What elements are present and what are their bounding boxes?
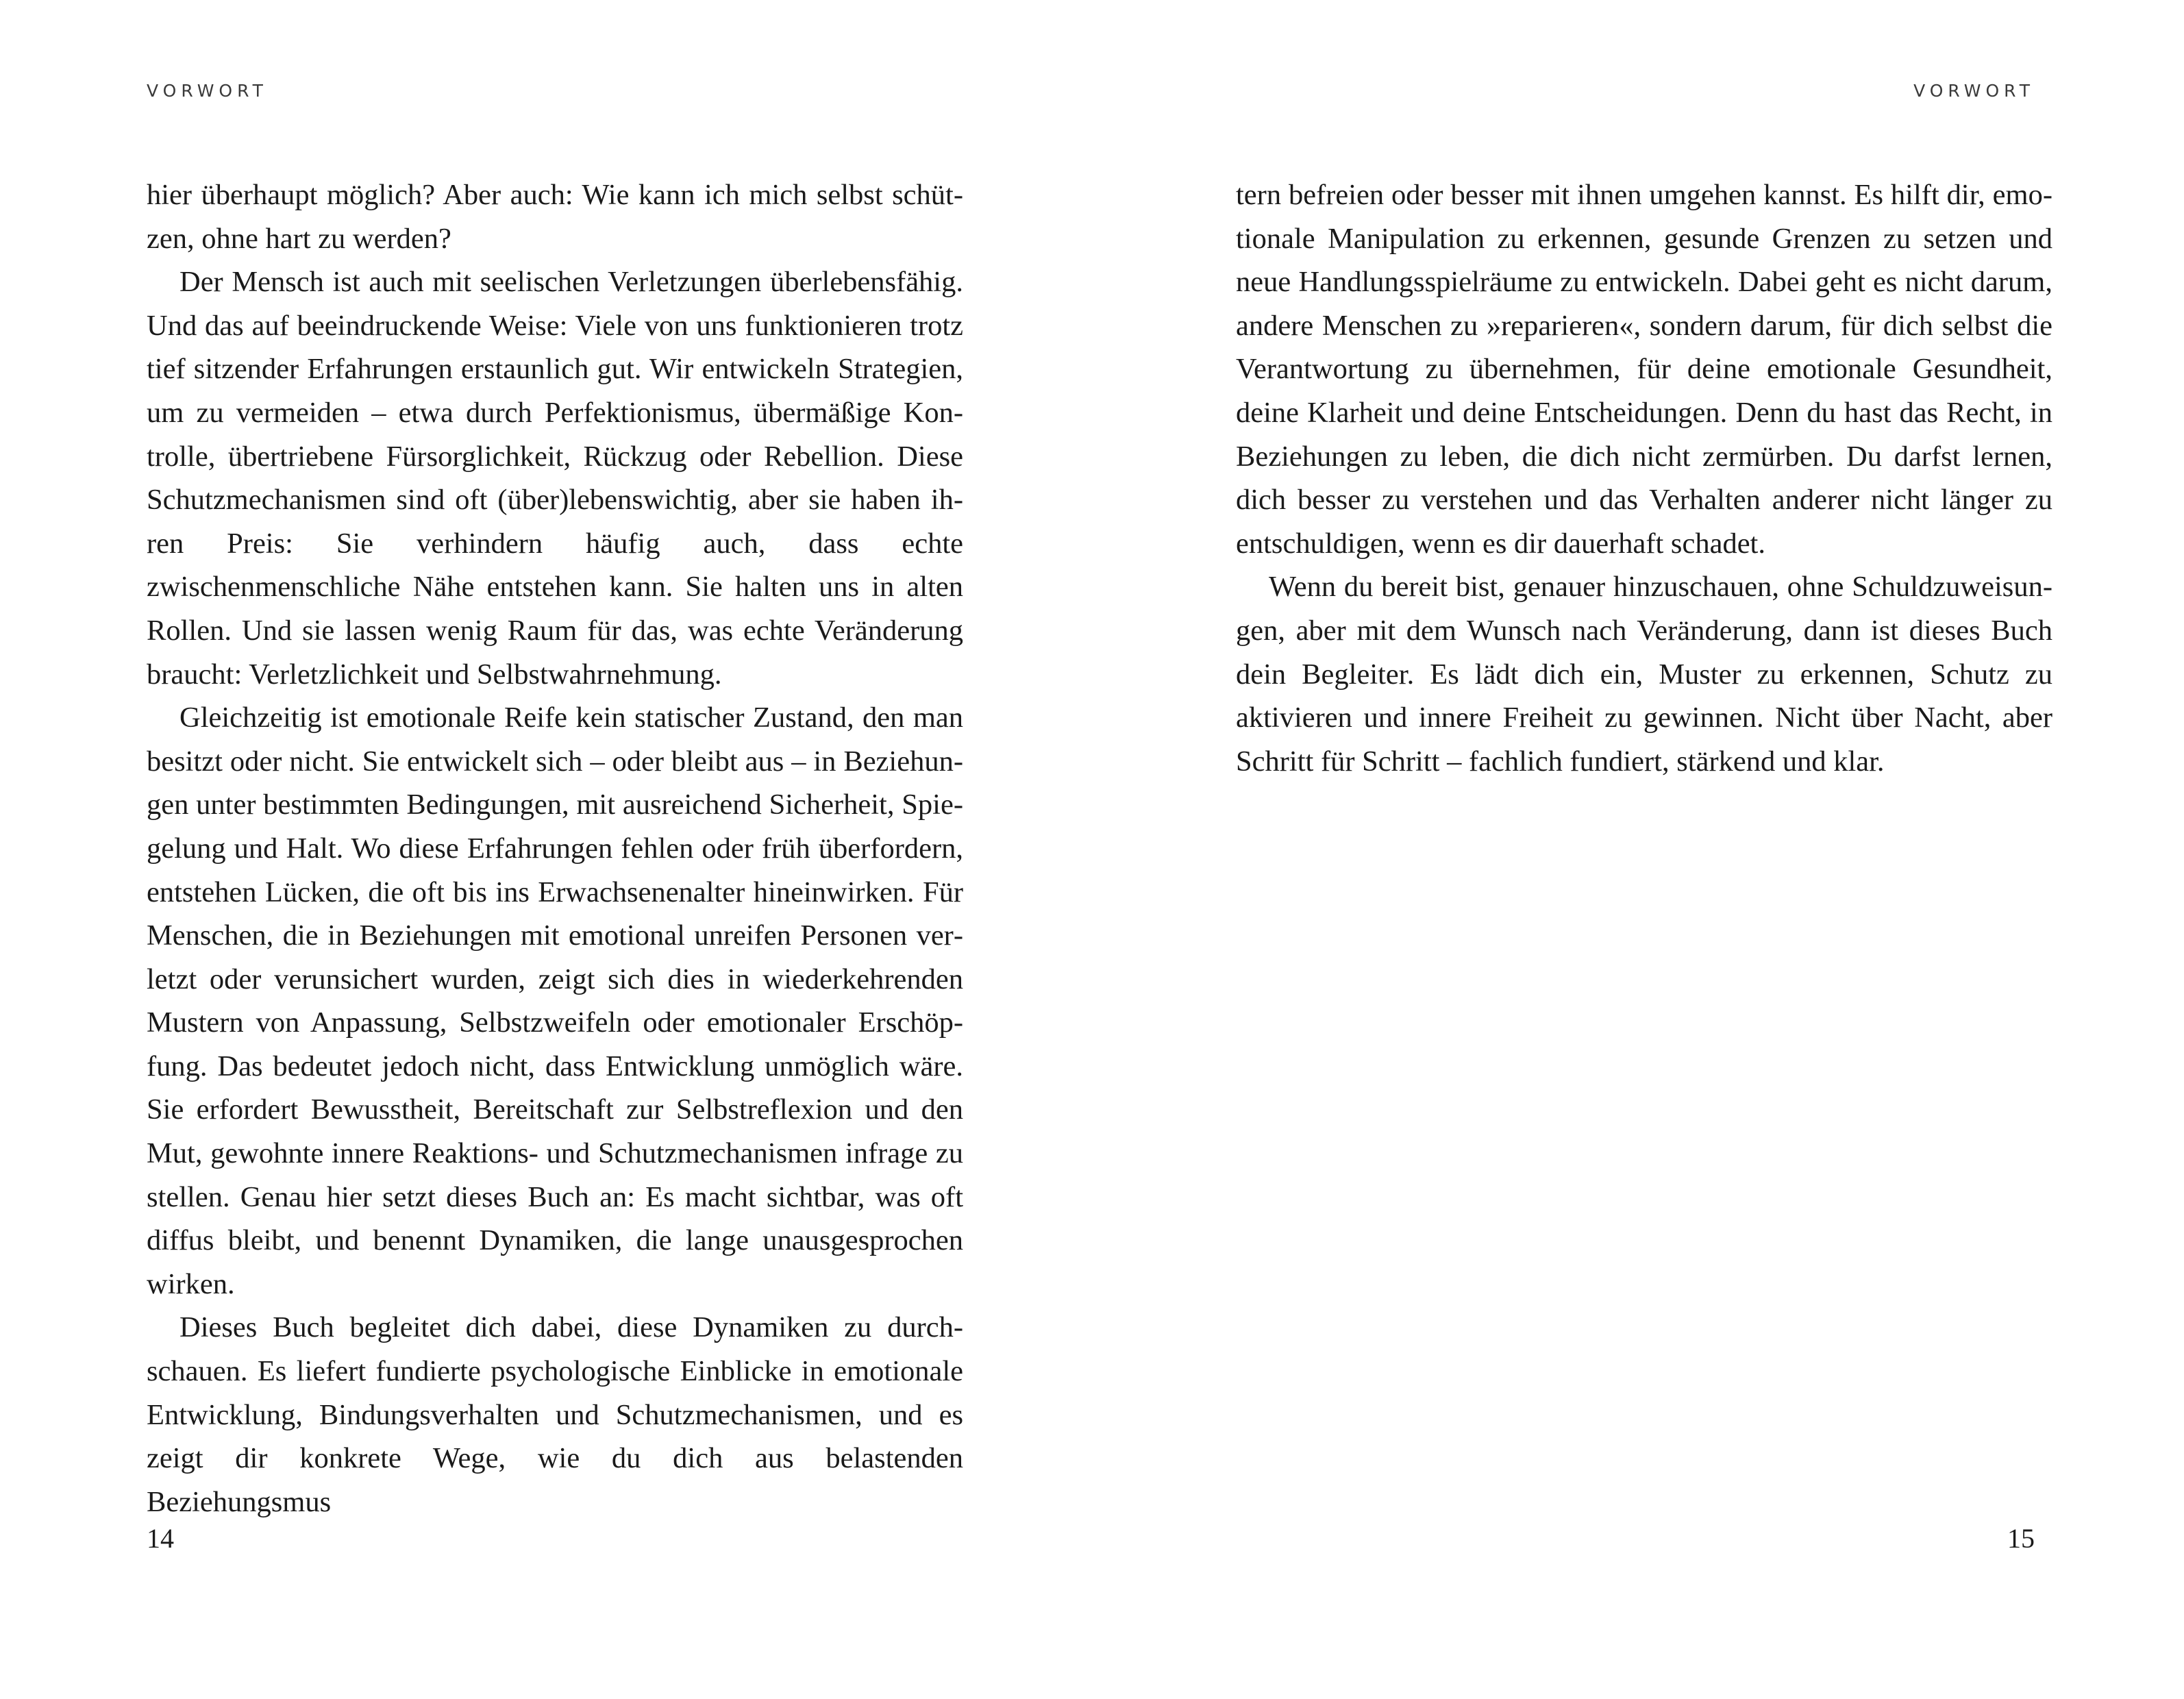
- paragraph: hier überhaupt möglich? Aber auch: Wie kann ich mich selbst schützen, ohne hart zu werden?: [147, 179, 963, 255]
- body-text: [147, 173, 963, 1524]
- paragraph: Der Mensch ist auch mit seelischen Verletzungen überlebensfähig. Und das auf beeindruckende Weise: Viele von uns funktionieren trotz tief sitzender Erfahrungen erstaunlich gut. Wir entwickeln Strategien, um zu vermeiden – etwa durch Perfektionismus, übermäßige Kontrolle, übertriebene Fürsorglichkeit, Rückzug oder Rebellion. Diese Schutzmechanismen sind oft (über)lebenswichtig, aber sie haben ihren Preis: Sie verhindern häufig auch, dass echte zwischenmenschliche Nähe entstehen kann. Sie halten uns in alten Rollen. Und sie lassen wenig Raum für das, was echte Veränderung braucht: Verletzlichkeit und Selbstwahrnehmung.: [147, 266, 963, 691]
- running-head: VORWORT: [1913, 81, 2035, 101]
- right-page: [1092, 0, 2184, 1699]
- page-number: 15: [2007, 1523, 2035, 1554]
- body-text: [1236, 173, 2052, 783]
- running-head: VORWORT: [147, 81, 268, 101]
- paragraph: Wenn du bereit bist, genauer hinzuschauen, ohne Schuldzuweisungen, aber mit dem Wunsch nach Veränderung, dann ist dieses Buch dein Begleiter. Es lädt dich ein, Muster zu erkennen, Schutz zu aktivieren und innere Freiheit zu gewinnen. Nicht über Nacht, aber Schritt für Schritt – fachlich fundiert, stärkend und klar.: [1236, 571, 2052, 778]
- page-number: 14: [147, 1523, 174, 1554]
- paragraph: Gleichzeitig ist emotionale Reife kein statischer Zustand, den man besitzt oder nicht. Sie entwickelt sich – oder bleibt aus – in Beziehungen unter bestimmten Bedingungen, mit ausreichend Sicherheit, Spiegelung und Halt. Wo diese Erfahrungen fehlen oder früh überfordern, entstehen Lücken, die oft bis ins Erwachsenenalter hineinwirken. Für Menschen, die in Beziehungen mit emotional unreifen Personen verletzt oder verunsichert wurden, zeigt sich dies in wiederkehrenden Mustern von Anpassung, Selbstzweifeln oder emotionaler Erschöpfung. Das bedeutet jedoch nicht, dass Entwicklung unmöglich wäre. Sie erfordert Bewusstheit, Bereitschaft zur Selbstreflexion und den Mut, gewohnte innere Reaktions- und Schutzmechanismen infrage zu stellen. Genau hier setzt dieses Buch an: Es macht sichtbar, was oft diffus bleibt, und benennt Dynamiken, die lange unausgesprochen wirken.: [147, 702, 963, 1300]
- paragraph: tern befreien oder besser mit ihnen umgehen kannst. Es hilft dir, emotionale Manipulation zu erkennen, gesunde Grenzen zu setzen und neue Handlungsspielräume zu entwickeln. Dabei geht es nicht darum, andere Menschen zu »reparieren«, sondern darum, für dich selbst die Verantwortung zu übernehmen, für deine emotionale Gesundheit, deine Klarheit und deine Entscheidungen. Denn du hast das Recht, in Beziehungen zu leben, die dich nicht zermürben. Du darfst lernen, dich besser zu verstehen und das Verhalten anderer nicht länger zu entschuldigen, wenn es dir dauerhaft schadet.: [1236, 179, 2052, 560]
- paragraph: Dieses Buch begleitet dich dabei, diese Dynamiken zu durchschauen. Es liefert fundierte psychologische Einblicke in emotionale Entwicklung, Bindungsverhalten und Schutzmechanismen, und es zeigt dir konkrete Wege, wie du dich aus belastenden Beziehungsmus: [147, 1311, 963, 1518]
